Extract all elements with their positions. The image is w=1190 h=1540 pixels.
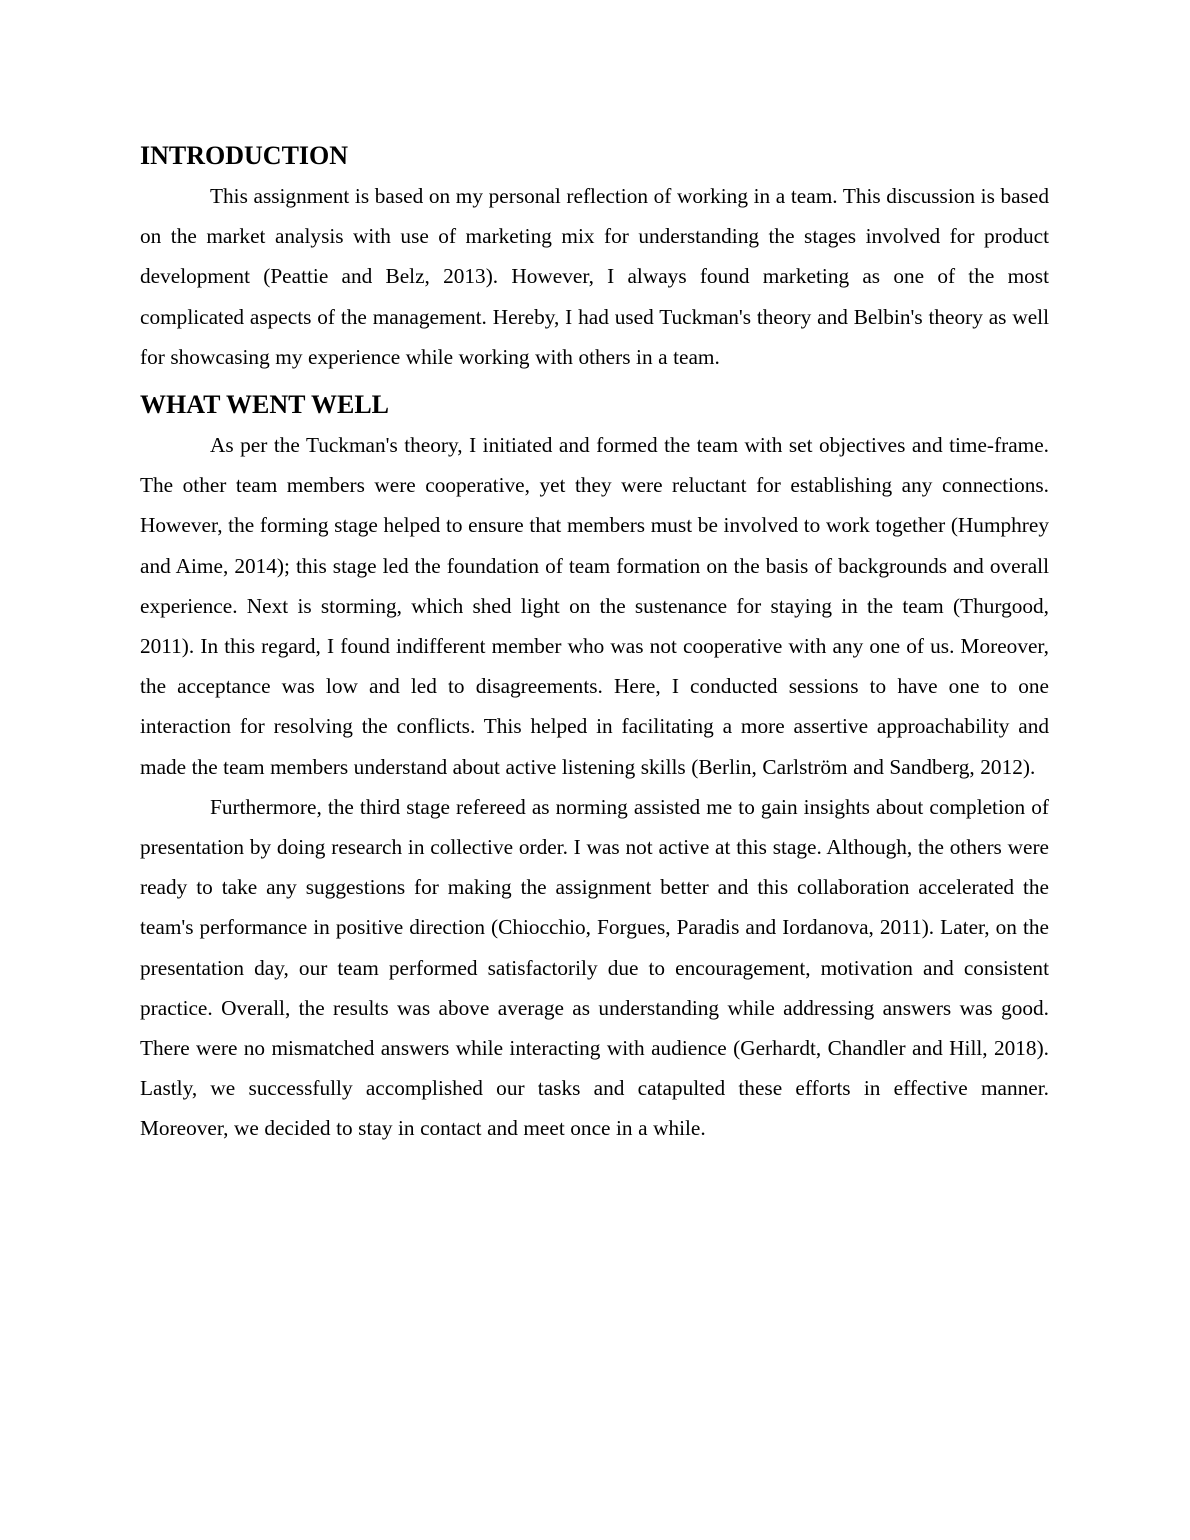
tuckman-forming-storming-paragraph: As per the Tuckman's theory, I initiated and formed the team with set objectives and time-frame. The other team members were cooperative, yet they were reluctant for establishing any connections. However, the forming stage helped to ensure that members must be involved to work together (Humphrey and Aime, 2014); this stage led the foundation of team formation on the basis of backgrounds and overall experience. Next is storming, which shed light on the sustenance for staying in the team (Thurgood, 2011). In this regard, I found indifferent member who was not cooperative with any one of us. Moreover, the acceptance was low and led to disagreements. Here, I conducted sessions to have one to one interaction for resolving the conflicts. This helped in facilitating a more assertive approachability and made the team members understand about active listening skills (Berlin, Carlström and Sandberg, 2012). <box>140 433 1049 779</box>
what-went-well-section <box>140 385 1049 1149</box>
document-page <box>140 136 1049 1149</box>
introduction-heading: INTRODUCTION <box>140 141 349 170</box>
norming-performing-paragraph: Furthermore, the third stage refereed as norming assisted me to gain insights about completion of presentation by doing research in collective order. I was not active at this stage. Although, the others were ready to take any suggestions for making the assignment better and this collaboration accelerated the team's performance in positive direction (Chiocchio, Forgues, Paradis and Iordanova, 2011). Later, on the presentation day, our team performed satisfactorily due to encouragement, motivation and consistent practice. Overall, the results was above average as understanding while addressing answers was good. There were no mismatched answers while interacting with audience (Gerhardt, Chandler and Hill, 2018). Lastly, we successfully accomplished our tasks and catapulted these efforts in effective manner. Moreover, we decided to stay in contact and meet once in a while. <box>140 794 1049 1141</box>
introduction-section <box>140 136 1049 377</box>
what-went-well-heading: WHAT WENT WELL <box>140 390 390 420</box>
introduction-paragraph: This assignment is based on my personal reflection of working in a team. This discussion is based on the market analysis with use of marketing mix for understanding the stages involved for product development (Peattie and Belz, 2013). However, I always found marketing as one of the most complicated aspects of the management. Hereby, I had used Tuckman's theory and Belbin's theory as well for showcasing my experience while working with others in a team. <box>140 184 1049 369</box>
